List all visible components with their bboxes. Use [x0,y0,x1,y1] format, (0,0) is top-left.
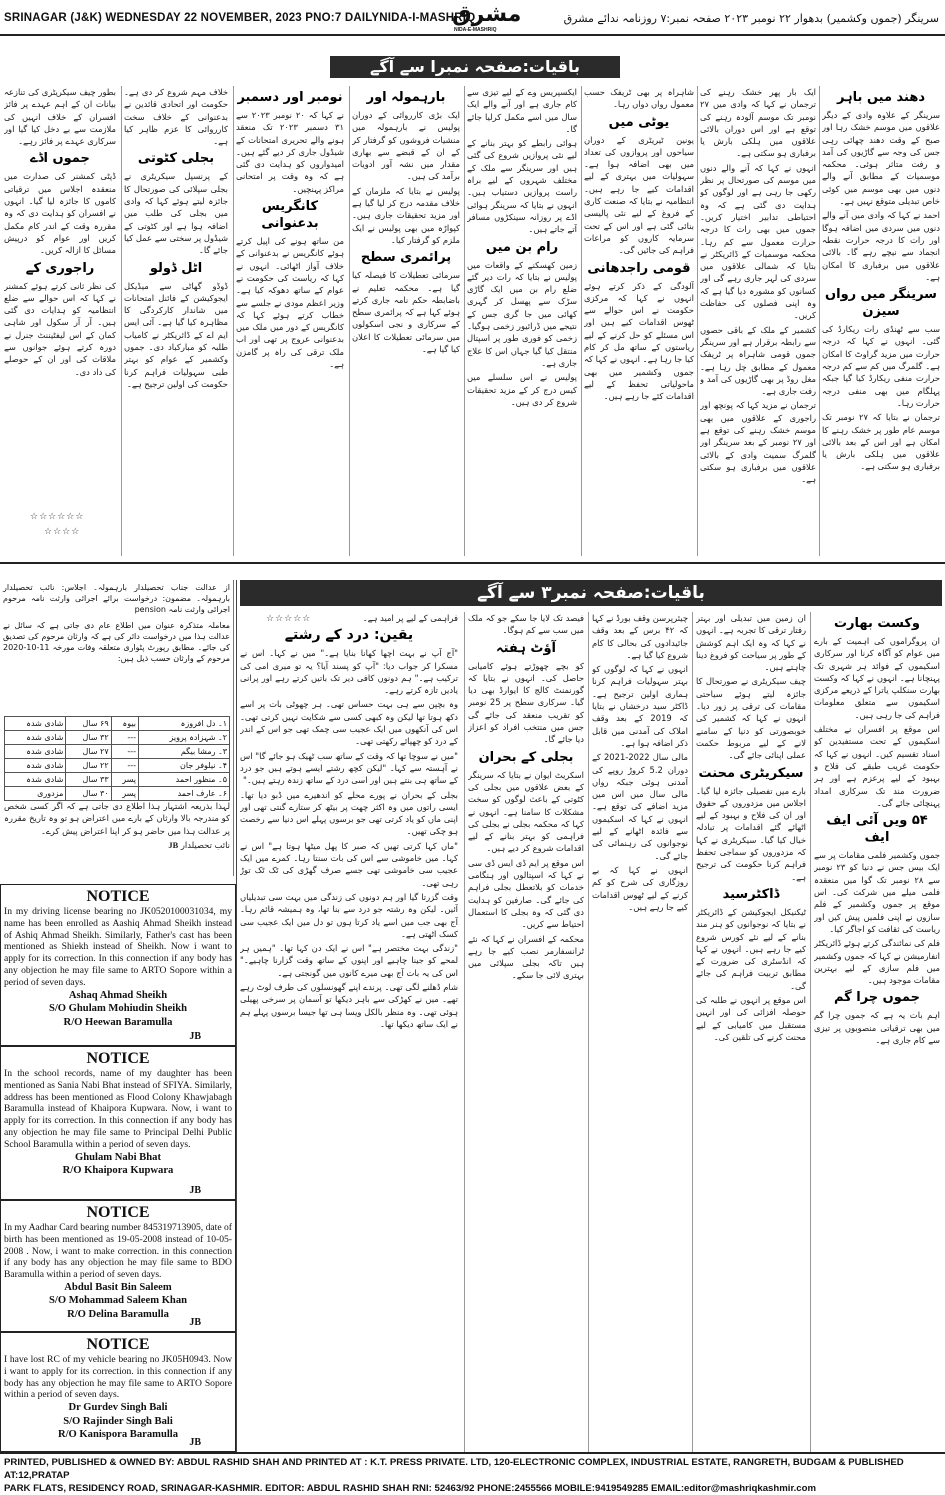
ornament-stars: ☆☆☆☆☆☆ [30,512,85,522]
headline: نومبر اور دسمبر [237,90,343,105]
continuation-banner-middle: باقیات:صفحہ نمبر۳ سے آگے [240,580,942,606]
headline: کانگریس بدعنوانی [261,199,319,232]
headline: راجوری کے [25,260,95,276]
notice-signatory-parent: R/O Khaipora Kupwara [62,1165,174,1177]
notice-signatory-name: Ghulam Nabi Bhat [75,1151,161,1163]
heirs-table-row [5,745,230,759]
story-lead: فراہمی کے لیے پر امید ہے۔ [362,613,458,623]
heirs-table-cell: ۱۔ دل افروزہ [138,717,229,731]
heirs-table-cell: ۲۷ سال [66,745,111,759]
heirs-table-cell: شادی شدہ [5,731,66,745]
headline: سرینگر میں رواں سیزن [825,287,937,320]
notice-body: In my Aadhar Card bearing number 845319713905, date of birth has been mentioned as 19-05-2008 instead of 10-05-2008 . Now, i want to make correction. in this connection if any body has any objection he may file same to BDO Baramulla within a period of seven days. [4,1222,232,1281]
headline: دھند میں باہر [836,90,926,105]
heirs-table-cell: شادی شدہ [5,773,66,787]
heirs-table-cell: ۲۲ سال [66,759,111,773]
notice-body: In my driving license bearing no JK0520100031034, my name has been enrolled as Aashiq Ahmad Sheikh instead of Ashiq Ahmad Sheikh. Similarly, Father's cast has been mentioned as Shiekh instead of Sheikh. Now i want to apply for its correction. In this connection if any body has any objection he may file same to ARTO Sopore within a period of seven days. [4,906,232,988]
top-column-3: شاہراہ پر بھی ٹریفک حسب معمول رواں دواں رہا۔ یوٹی میں یونین ٹیریٹری کے دوران سیاحوں اور پروازوں کی تعداد میں بھی اضافہ ہوا ہے۔ سہولیات میں بہتری کے لیے اقدامات کیے جا رہے ہیں۔ انتظامیہ نے بتایا کہ صنعت کاری کے فروغ کے لیے نئی پالیسی بنائی گئی ہے اور اس کے تحت سرمایہ کاروں کو مراعات فراہم کی جائیں گی۔ قومی راجدھانی آلودگی کے ذکر کرتے ہوئے انہوں نے کہا کہ مرکزی حکومت نے اس حوالے سے ٹھوس اقدامات کیے ہیں اور اس مسئلے کو حل کرنے کے لیے ریاستوں کے ساتھ مل کر کام کیا جا رہا ہے۔ انہوں نے کہا کہ جموں وکشمیر میں بھی ماحولیاتی تحفظ کے لیے اقدامات کئے جا رہے ہیں۔ [584,87,694,402]
notice-signatory-residence: R/O Heewan Baramulla [63,1016,173,1028]
heirs-table-cell: ۴۔ نیلوفر جان [138,759,229,773]
heirs-table-cell: شادی شدہ [5,759,66,773]
heirs-table-cell: ۳۔ رمشا بیگم [138,745,229,759]
heirs-table-cell: شادی شدہ [5,717,66,731]
heirs-table-cell: بیوہ [111,717,138,731]
heirs-table-cell: مزدوری [5,787,66,801]
heirs-table-cell: ۲۔ شہزادہ پرویز [138,731,229,745]
legal-notice [0,884,236,1046]
notice-signatory-residence: R/O Kanispora Baramulla [57,1429,179,1441]
top-column-1: دھند میں باہر سرینگر کے علاوہ وادی کے دیگر علاقوں میں موسم خشک رہا اور صبح کے وقت دھند چھائی رہی جس کی وجہ سے گاڑیوں کی آمد و رفت متاثر ہوئی۔ محکمہ موسمیات کے مطابق آنے والے دنوں میں بھی موسم میں کوئی خاص تبدیلی متوقع نہیں ہے۔ احمد نے کہا کہ وادی میں آنے والے دنوں میں سردی میں اضافہ ہوگا اور رات کا درجہ حرارت نقطہ انجماد سے نیچے رہے گا۔ بالائی علاقوں میں برفباری کا امکان ہے۔ سرینگر میں رواں سیزن سب سے ٹھنڈی رات ریکارڈ کی گئی۔ انہوں نے کہا کہ درجہ حرارت میں مزید گراوٹ کا امکان ہے۔ گلمرگ میں کم سے کم درجہ حرارت منفی ریکارڈ کیا گیا جبکہ پہلگام میں بھی منفی درجہ حرارت رہا۔ ترجمان نے بتایا کہ ۲۷ نومبر تک موسم عام طور پر خشک رہنے کا امکان ہے اور اس کے بعد بالائی علاقوں میں ہلکی بارش یا برفباری ہو سکتی ہے۔ [822,90,940,472]
middle-column-3: چیئرپرسن وقف بورڈ نے کہا کہ ۴۲ برس کے بعد وقف جائیدادوں کی بحالی کا کام شروع کیا گیا ہے۔ انہوں نے کہا کہ لوگوں کو بہتر سہولیات فراہم کرنا ہماری اولین ترجیح ہے۔ ڈاکٹر سید درخشاں نے بتایا کہ 2019 کے بعد وقف املاک کی آمدنی میں قابل ذکر اضافہ ہوا ہے۔ مالی سال 2022-2021 کے دوران 5.2 کروڑ روپے کی آمدنی ہوئی جبکہ رواں مالی سال میں اس میں مزید اضافے کی توقع ہے۔ انہوں نے کہا کہ اسکیموں سے فائدہ اٹھانے کے لیے نوجوانوں کی رہنمائی کی جائے گی۔ انہوں نے کہا کہ بے روزگاری کی شرح کو کم کرنے کے لیے ٹھوس اقدامات کیے جا رہے ہیں۔ [592,613,688,912]
notice-agency-tag: JB [189,1317,201,1328]
top-column-6: نومبر اور دسمبر نے کہا کہ ۲۰ نومبر ۲۰۲۳ سے ۳۱ دسمبر ۲۰۲۳ تک منعقد ہونے والے تحریری امتحانات کے شیڈول جاری کر دیے گئے ہیں۔ امیدواروں کو ہدایت دی گئی ہے کہ وہ وقت پر امتحانی مراکز پہنچیں۔ کانگریس بدعنوانی من ساتھ ہونے کی اپیل کرتے ہوئے کانگریس نے بدعنوانی کے خلاف آواز اٹھائی۔ انہوں نے کہا کہ ریاست کی حکومت نے عوام کے ساتھ دھوکہ کیا ہے۔ وزیر اعظم مودی نے جلسے سے خطاب کرتے ہوئے کہا کہ کانگریس کے دور میں ملک میں بدعنوانی عروج پر تھی اور اب ملک ترقی کی راہ پر گامزن ہے۔ [236,90,344,370]
top-column-2: ایک بار پھر خشک رہنے کی ترجمان نے کہا کہ وادی میں ۲۷ نومبر تک موسم آلودہ رہنے کی توقع ہے اور اس دوران بالائی علاقوں میں ہلکی بارش یا برفباری ہو سکتی ہے۔ انہوں نے کہا کہ آنے والے دنوں میں موسم کی صورتحال پر نظر رکھی جا رہی ہے اور لوگوں کو ہدایت دی گئی ہے کہ وہ احتیاطی تدابیر اختیار کریں۔ جموں میں بھی رات کا درجہ حرارت معمول سے کم رہا۔ محکمہ موسمیات کے ڈائریکٹر نے بتایا کہ شمالی علاقوں میں سردی کی لہر جاری رہے گی اور کسانوں کو مشورہ دیا گیا ہے کہ وہ اپنی فصلوں کی حفاظت کریں۔ کشمیر کے ملک کے باقی حصوں سے رابطہ برقرار ہے اور سرینگر جموں قومی شاہراہ پر ٹریفک معمول کے مطابق چل رہا ہے۔ مغل روڈ پر بھی گاڑیوں کی آمد و رفت جاری ہے۔ ترجمان نے مزید کہا کہ پونچھ اور راجوری کے علاقوں میں بھی موسم خشک رہنے کی توقع ہے اور ۲۷ نومبر کے بعد سرینگر اور گلمرگ سمیت وادی کے بالائی علاقوں میں برفباری ہو سکتی ہے۔ [700,87,816,485]
middle-column-1: وکست بھارت ان پروگراموں کی اہمیت کے بارے میں عوام کو آگاہ کرنا اور سرکاری اسکیموں کے فوائد ہر شہری تک پہنچانا ہے۔ انہوں نے کہا کہ وکست بھارت سنکلپ یاترا کے ذریعے مرکزی اسکیموں سے متعلق معلومات فراہم کی جا رہی ہیں۔ اس موقع پر افسران نے مختلف اسکیموں کے تحت مستفیدین کو اسناد تقسیم کیں۔ انہوں نے کہا کہ حکومت غریب طبقے کی فلاح و بہبود کے لیے پرعزم ہے اور ہر ضرورت مند تک سرکاری امداد پہنچائی جائے گی۔ ۵۴ ویں آئی ایف ایف جموں وکشمیر فلمی مقامات پر سے ایک بیس جس نے دنیا کو ۲۳ نومبر سے ۲۸ نومبر تک گوا میں منعقدہ فلمی میلے میں شرکت کی۔ اس موقع پر جموں وکشمیر کے فلم سازوں نے اپنی فلمیں پیش کیں اور ریاست کی ثقافت کو اجاگر کیا۔ فلم کی نمائندگی کرتے ہوئے ڈائریکٹر انفارمیشن نے کہا کہ جموں وکشمیر میں فلم سازی کے لیے بہترین مقامات موجود ہیں۔ جموں چرا گم اہم بات یہ ہے کہ جموں چرا گم میں بھی ترقیاتی منصوبوں پر تیزی سے کام جاری ہے۔ [814,616,940,1046]
imprint-line-2: PARK FLATS, RESIDENCY ROAD, SRINAGAR-KASHMIR. EDITOR: ABDUL RASHID SHAH RNI: 52463/92 PHONE:2455566 MOBILE:9419549285 EMAIL:editor@mashriqkashmir.com [4,1483,817,1494]
heirs-table-cell: --- [111,759,138,773]
notice-title: NOTICE [86,1204,150,1221]
notice-signatory-name: Dr Gurdev Singh Bali [68,1402,168,1414]
succession-signoff: نائب تحصیلدار [180,839,230,850]
notice-agency-tag: JB [189,1437,201,1448]
headline: جموں چرا گم [833,990,921,1006]
succession-notice: از عدالت جناب تحصیلدار بارہمولہ۔ اجلاس: نائب تحصیلدار بارہمولہ۔ مضمون: درخواست برائے اجرائی وارثت نامہ مرحوم اجرائی وارثت نامہ pension معاملہ متذکرہ عنوان میں اطلاع عام دی جاتی ہے کہ سائل نے عدالت ہذا میں درخواست دائر کی ہے کہ وارثان مرحوم کی تصدیق کی جائے۔ مطابق رپورٹ پٹواری متعلقہ وفات مورخہ 11-10-2020 مرحوم کے وارثان حسب ذیل ہیں: [0,580,234,876]
legal-notice [0,1046,236,1200]
imprint-line-1: PRINTED, PUBLISHED & OWNED BY: ABDUL RASHID SHAH AND PRINTED AT : K.T. PRESS PRIVATE. LTD, 120-ELECTRONIC COMPLEX, INDUSTRIAL ESTATE, RANGRETH, BUDGAM & PUBLISHED AT:12,PRATAP [4,1457,904,1481]
succession-tag: JB [168,840,179,850]
middle-column-2: ان زمین میں تبدیلی اور بہتر رفتار ترقی کا تجربہ ہے۔ انہوں نے کہا کہ وہ ایک اہم کوشش کے طور پر سیاحت کو فروغ دینا چاہتے ہیں۔ چیف سیکریٹری نے صورتحال کا جائزہ لیتے ہوئے سیاحتی مقامات کی ترقی پر زور دیا۔ انہوں نے کہا کہ کشمیر کی خوبصورتی کو دنیا کے سامنے لانے کے لیے مربوط حکمت عملی اپنائی جائے گی۔ سیکریٹری محنت بارے میں تفصیلی جائزہ لیا گیا۔ اجلاس میں مزدوروں کے حقوق اور ان کی فلاح و بہبود کے لیے اٹھائے گئے اقدامات پر تبادلہ خیال کیا گیا۔ سیکریٹری نے کہا کہ مزدوروں کو سماجی تحفظ فراہم کرنا حکومت کی ترجیح ہے۔ ڈاکٹرسید ٹیکنیکل ایجوکیشن کے ڈائریکٹر نے بتایا کہ نوجوانوں کو ہنر مند بنانے کے لیے نئے کورس شروع کیے جا رہے ہیں۔ انہوں نے کہا کہ انڈسٹری کی ضرورت کے مطابق تربیت فراہم کی جائے گی۔ اس موقع پر انہوں نے طلبہ کی حوصلہ افزائی کی اور انہیں مستقبل میں کامیابی کے لیے محنت کرنے کی تلقین کی۔ [696,613,806,1042]
headline: رام بن میں [485,239,559,255]
legal-notice [0,1332,236,1452]
heirs-table-cell: ۳۲ سال [66,731,111,745]
story-headline: یقین: درد کے رشتے [284,627,414,644]
heirs-table-cell: پسر [111,787,138,801]
top-column-5: بارہمولہ اور ایک بڑی کارروائی کے دوران پولیس نے بارہمولہ میں منشیات فروشوں کو گرفتار کر کے ان کے قبضے سے بھاری مقدار میں نشہ آور ادویات برآمد کی ہیں۔ پولیس نے بتایا کہ ملزمان کے خلاف مقدمہ درج کر لیا گیا ہے اور مزید تحقیقات جاری ہیں۔ کپواڑہ میں بھی پولیس نے ایک ملزم کو گرفتار کیا۔ پرائمری سطح سرمائی تعطیلات کا فیصلہ کیا گیا ہے۔ محکمہ تعلیم نے باضابطہ حکم نامہ جاری کرتے ہوئے کہا ہے کہ پرائمری سطح کے سرکاری و نجی اسکولوں میں سرمائی تعطیلات کا اعلان کیا گیا ہے۔ [352,90,460,355]
notice-body: In the school records, name of my daughter has been mentioned as Sania Nabi Bhat instead of SFIYA. Similarly, address has been mentioned as Flood Colony Khawjabagh Baramulla instead of Khaipora Kupwara. Now, i want to apply for its correction. In this connection if any body has any objection he may file same to Principal Delhi Public School Baramulla within a period of seven days. [4,1068,232,1150]
ornament-stars: ☆☆☆☆☆ [266,614,312,624]
heirs-table [4,716,230,801]
newspaper-logo-subtitle: NIDA-E-MASHRIQ [454,27,497,33]
top-column-4: ایکسپریس وے کے لیے تیزی سے کام جاری ہے اور آنے والے ایک سال میں اسے مکمل کرلیا جائے گا۔ ہوائی رابطے کو بہتر بنانے کے لیے نئی پروازیں شروع کی گئی ہیں اور سرینگر سے ملک کے مختلف شہروں کے لیے براہ راست پروازیں دستیاب ہیں۔ انہوں نے بتایا کہ سرینگر ہوائی اڈے پر روزانہ سینکڑوں مسافر آتے جاتے ہیں۔ رام بن میں زمین کھسکنے کے واقعات میں پولیس نے بتایا کہ رات دیر گئے ضلع رام بن میں ایک گاڑی سڑک سے پھسل کر گہری کھائی میں جا گری جس کے نتیجے میں ڈرائیور زخمی ہوگیا۔ زخمی کو فوری طور پر اسپتال منتقل کیا گیا جہاں اس کا علاج جاری ہے۔ پولیس نے اس سلسلے میں کیس درج کر کے مزید تحقیقات شروع کر دی ہیں۔ [467,87,577,407]
notice-agency-tag: JB [189,1185,201,1196]
masthead [0,0,945,36]
top-column-7: خلاف مہم شروع کر دی ہے۔ حکومت اور اتحادی قائدین نے بدعنوانی کے خلاف سخت کارروائی کا عزم ظاہر کیا ہے۔ بجلی کٹوتی کے پرنسپل سیکریٹری نے بجلی سپلائی کی صورتحال کا جائزہ لیتے ہوئے کہا کہ وادی میں بجلی کی طلب میں اضافہ ہوا ہے اور کٹوتی کے شیڈول پر سختی سے عمل کیا جائے گا۔ اٹل ڈولو ڈوڈو گھاٹی سے میڈیکل ایجوکیشن کے فائنل امتحانات میں شاندار کارکردگی کا مظاہرہ کیا گیا ہے۔ آئی ایس ایم اے کے ڈائریکٹر نے کامیاب طلبہ کو مبارکباد دی۔ جموں وکشمیر کے عوام کو بہتر طبی سہولیات فراہم کرنا حکومت کی اولین ترجیح ہے۔ [124,87,228,389]
notice-title: NOTICE [86,1050,150,1067]
middle-column-5-story: فراہمی کے لیے پر امید ہے۔ یقین: درد کے رشتے "آج آپ نے بہت اچھا کھانا بنایا ہے۔" میں نے کہا۔ اس نے مسکرا کر جواب دیا: "آپ کو پسند آیا؟ یہ تو میری امی کی ترکیب ہے۔" ہم دونوں کافی دیر تک باتیں کرتے رہے اور پرانی یادیں تازہ کرتے رہے۔ وہ بچپن سے ہی بہت حساس تھی۔ ہر چھوٹی بات پر اسے دکھ ہوتا تھا لیکن وہ کبھی کسی سے شکایت نہیں کرتی تھی۔ اس کی آنکھوں میں ایک عجیب سی چمک تھی جو اس کے اندر کے درد کو چھپائے رکھتی تھی۔ "میں نے سوچا تھا کہ وقت کے ساتھ سب ٹھیک ہو جائے گا" اس نے آہستہ سے کہا۔ "لیکن کچھ رشتے ایسے ہوتے ہیں جو درد کے ساتھ ہی بنتے ہیں اور اسی درد کے ساتھ زندہ رہتے ہیں۔" بجلی کے بحران نے پورے محلے کو اندھیرے میں ڈبو دیا تھا۔ ایسی راتوں میں وہ اکثر چھت پر بیٹھ کر ستارے گنتی تھی اور اپنی ماں کو یاد کرتی تھی جو برسوں پہلے اس دنیا سے رخصت ہو چکی تھیں۔ "ماں کہا کرتی تھیں کہ صبر کا پھل میٹھا ہوتا ہے" اس نے کہا۔ میں خاموشی سے اس کی بات سنتا رہا۔ کمرے میں ایک عجیب سی خاموشی تھی جسے صرف گھڑی کی ٹک ٹک توڑ رہی تھی۔ وقت گزرتا گیا اور ہم دونوں کی زندگی میں بہت سی تبدیلیاں آئیں۔ لیکن وہ رشتہ جو درد سے بنا تھا، وہ ہمیشہ قائم رہا۔ آج بھی جب میں اسے یاد کرتا ہوں تو دل میں ایک عجیب سی کسک اٹھتی ہے۔ "زندگی بہت مختصر ہے" اس نے ایک دن کہا تھا۔ "ہمیں ہر لمحے کو جینا چاہیے اور اپنوں کے ساتھ وقت گزارنا چاہیے۔" اس کی یہ بات آج بھی میرے کانوں میں گونجتی ہے۔ شام ڈھلنے لگی تھی۔ پرندے اپنے گھونسلوں کی طرف لوٹ رہے تھے۔ میں نے کھڑکی سے باہر دیکھا تو آسمان پر سرخی پھیلی ہوئی تھی۔ وہ منظر بالکل ویسا ہی تھا جیسا برسوں پہلے ہم نے ایک ساتھ دیکھا تھا۔ [240,613,458,1029]
headline: بارہمولہ اور [366,90,446,105]
notice-signatory-name: Abdul Basit Bin Saleem [64,1281,172,1293]
heirs-table-cell: شادی شدہ [5,745,66,759]
middle-column-4: فیصد تک لایا جا سکے جو کہ ملک میں سب سے کم ہوگا۔ آؤٹ ہفتہ کو بچے چھوڑتے ہوئے کامیابی حاصل کی۔ انہوں نے بتایا کہ گورنمنٹ کالج کا ایوارڈ بھی دیا گیا۔ سرکاری سطح پر 25 نومبر کو تقریب منعقد کی جائے گی جس میں منتخب افراد کو اعزاز دیا جائے گا۔ بجلی کے بحران اسکریٹ ایوان نے بتایا کہ سرینگر کے بعض علاقوں میں بجلی کی کٹوتی کے باعث لوگوں کو سخت مشکلات کا سامنا ہے۔ انہوں نے کہا کہ محکمہ بجلی نے بجلی کی فراہمی کو بہتر بنانے کے لیے اقدامات شروع کر دیے ہیں۔ اس موقع پر ایم ڈی ایس ڈی سی نے کہا کہ اسپتالوں اور ہنگامی خدمات کو بلاتعطل بجلی فراہم کی جائے گی۔ صارفین کو ہدایت دی گئی کہ وہ بجلی کا استعمال احتیاط سے کریں۔ محکمہ کے افسران نے کہا کہ نئے ٹرانسفارمر نصب کیے جا رہے ہیں تاکہ بجلی سپلائی میں بہتری لائی جا سکے۔ [468,613,584,981]
notice-signatory-parent: S/O Rajinder Singh Bali [63,1415,173,1427]
headline: اٹل ڈولو [149,260,203,276]
heirs-table-row [5,731,230,745]
notice-body: I have lost RC of my vehicle bearing no JK05H0943. Now i want to apply for its correction. in this connection if any body has any objection he may file same to ARTO Sopore within a period of seven days. [4,1354,232,1401]
notice-agency-tag: JB [189,1031,201,1042]
heirs-table-row [5,787,230,801]
heirs-table-cell: ۶۹ سال [66,717,111,731]
heirs-table-cell: ۳۳ سال [66,773,111,787]
heirs-table-cell: ۵۔ منظور احمد [138,773,229,787]
headline: ۵۴ ویں آئی ایف ایف [826,813,928,846]
notice-title: NOTICE [86,1336,150,1353]
headline: بجلی کٹوتی [137,151,215,167]
heirs-table-cell: ۶۔ عارف احمد [138,787,229,801]
succession-intro: از عدالت جناب تحصیلدار بارہمولہ۔ اجلاس: نائب تحصیلدار بارہمولہ۔ مضمون: درخواست برائے اجرائی وارثت نامہ مرحوم اجرائی وارثت نامہ pension [3,583,230,615]
notice-title: NOTICE [86,888,150,905]
heirs-table-cell: --- [111,731,138,745]
newspaper-logo: مشرق [452,2,522,27]
succession-footer-text: لہذا بذریعہ اشتہار ہذا اطلاع دی جاتی ہے کہ اگر کسی شخص کو مندرجہ بالا وارثان کے بارے میں اعتراض ہو تو وہ تاریخ مقررہ پر عدالت ہذا میں حاضر ہو کر اپنا اعتراض پیش کرے۔ نائب تحصیلدار JB [4,801,230,850]
ornament-stars: ☆☆☆☆ [44,527,81,537]
headline: یوٹی میں [608,114,670,130]
headline: وکست بھارت [833,616,921,631]
headline: آؤٹ ہفتہ [495,640,557,656]
top-column-8: بطور چیف سیکریٹری کی تنازعہ بیانات ان کے اہم عہدے پر فائز افسران کے خلاف انہیں کی ملازمت سے بے دخل کیا گیا اور سرکاری عہدے پر فائز رہے۔ جموں اڈے ڈپٹی کمشنر کی صدارت میں منعقدہ اجلاس میں ترقیاتی کاموں کا جائزہ لیا گیا۔ انہوں نے افسران کو ہدایت دی کہ وہ مقررہ وقت کے اندر کام مکمل کریں اور عوام کو درپیش مسائل کا ازالہ کریں۔ راجوری کے کی نظر ثانی کرتے ہوئے کمشنر نے کہا کہ اس حوالے سے ضلع انتظامیہ کو ہدایات دی گئی ہیں۔ آر آر سکول اور شاہی کمان کے اس لیفٹیننٹ جنرل نے دورہ کرتے ہوئے جوانوں سے ملاقات کی اور ان کے حوصلے کی داد دی۔ [4,87,116,377]
heirs-table-row [5,717,230,731]
headline: ڈاکٹرسید [722,886,780,902]
masthead-urdu-dateline: سرینگر (جموں وکشمیر) بدھوار ۲۲ نومبر ۲۰۲۳ صفحہ نمبر:۷ روزنامہ ندائے مشرق [563,12,939,25]
headline: قومی راجدھانی [587,260,691,276]
masthead-english-dateline: SRINAGAR (J&K) WEDNESDAY 22 NOVEMBER, 2023 PNO:7 DAILYNIDA-I-MASHRIQ [4,12,476,24]
heirs-table-row [5,759,230,773]
legal-notice [0,1200,236,1332]
headline: جموں اڈے [30,151,90,167]
headline: پرائمری سطح [360,250,452,266]
notice-signatory-parent: S/O Ghulam Mohiudin Sheikh [48,1003,188,1015]
heirs-table-cell: پسر [111,773,138,787]
heirs-table-row [5,773,230,787]
imprint-footer [0,1452,945,1494]
notice-signatory-residence: R/O Delina Baramulla [67,1308,169,1320]
notice-signatory-parent: S/O Mohammad Saleem Khan [48,1295,188,1307]
heirs-table-cell: --- [111,745,138,759]
notice-signatory-name: Ashaq Ahmad Sheikh [68,989,168,1001]
heirs-table-cell: ۳۰ سال [66,787,111,801]
headline: بجلی کے بحران [478,749,574,765]
headline: سیکریٹری محنت [698,765,804,781]
continuation-banner-top: باقیات:صفحہ نمبرا سے آگے [330,56,620,78]
